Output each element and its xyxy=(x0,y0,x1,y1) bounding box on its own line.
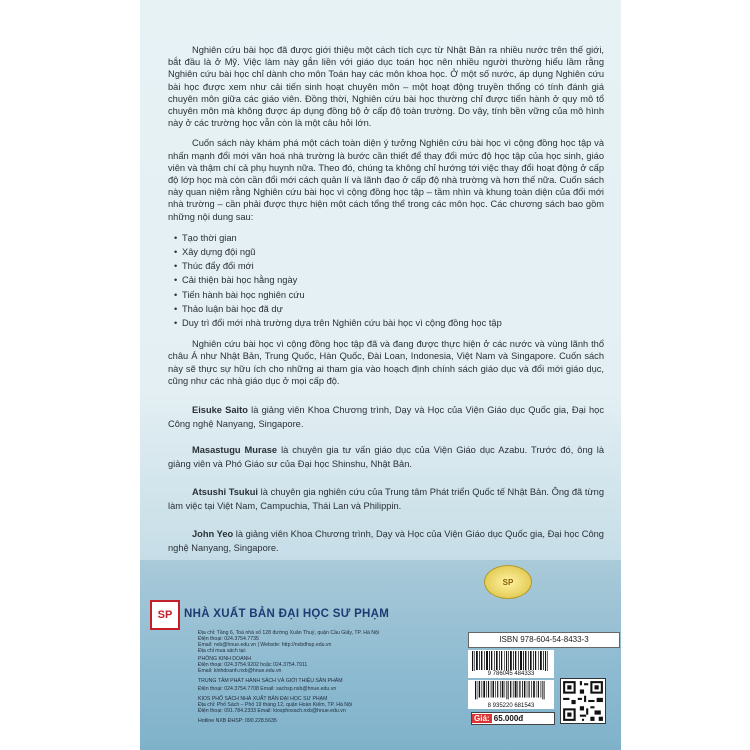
publisher-name: NHÀ XUẤT BẢN ĐẠI HỌC SƯ PHẠM xyxy=(184,608,390,620)
chapter-item: • Xây dựng đội ngũ xyxy=(168,245,604,259)
price-tag xyxy=(471,712,555,725)
sp-seal-icon: SP xyxy=(484,565,532,599)
chapter-item: • Tiến hành bài học nghiên cứu xyxy=(168,288,604,302)
back-cover xyxy=(140,0,621,750)
paragraph-closing: Nghiên cứu bài học vì cộng đồng học tập đã và đang được thực hiện ở các nước và vùng lãnh thổ châu Á như Nhật Bản, Trung Quốc, Hàn Quốc, Đài Loan, Indonesia, Việt Nam và Singapore. Cuốn sách này sẽ thực sự hữu ích cho những ai tham gia vào hoạch định chính sách giáo dục và đổi mới giáo dục, cũng như các nhà giáo dục ở mọi cấp độ. xyxy=(168,339,604,386)
hotline: Hotline NXB ĐHSP: 090.228.5635 xyxy=(198,718,277,724)
kiosk-heading: KIOS PHỐ SÁCH NHÀ XUẤT BẢN ĐẠI HỌC SƯ PHẠM xyxy=(198,696,328,702)
author-bio: là chuyên gia nghiên cứu của Trung tâm Phát triển Quốc tế Nhật Bản. Ông đã từng làm việc tại Việt Nam, Campuchia, Thái Lan và Philippin. xyxy=(168,487,605,511)
kiosk-address: Địa chỉ: Phố Sách – Phố 19 tháng 12, quận Hoàn Kiếm, TP. Hà Nội xyxy=(198,702,353,708)
price-value: 65.000đ xyxy=(493,714,524,723)
chapter-item: • Duy trì đổi mới nhà trường dựa trên Nghiên cứu bài học vì cộng đồng học tập xyxy=(168,316,604,330)
buy-address-title: Địa chỉ mua sách tại: xyxy=(198,648,247,654)
product-barcode-icon xyxy=(468,680,554,704)
qr-code-icon xyxy=(560,678,606,724)
author-bio-saito xyxy=(168,404,604,431)
author-bio: là chuyên gia tư vấn giáo dục của Viện Giáo dục Azabu. Trước đó, ông là giảng viên và Phó Giáo sư của Đại học Shinshu, Nhật Bản. xyxy=(168,445,604,469)
center-heading: TRUNG TÂM PHÁT HÀNH SÁCH VÀ GIỚI THIỆU SẢN PHẨM xyxy=(198,678,343,684)
sales-phone: Điện thoại: 024.3754.9202 hoặc 024.3754.7911 xyxy=(198,662,308,668)
author-name: Atsushi Tsukui xyxy=(192,487,259,497)
author-name: Eisuke Saito xyxy=(192,405,248,415)
sales-heading: PHÒNG KINH DOANH xyxy=(198,656,252,662)
center-contact: Điện thoại: 024.3754.7708 Email: sachsp.nxb@hnue.edu.vn xyxy=(198,686,337,692)
kiosk-contact: Điện thoại: 091.784.2333 Email: kiosphosach.nxb@hnue.edu.vn xyxy=(198,708,346,714)
chapter-item: • Thảo luận bài học đã dự xyxy=(168,302,604,316)
paragraph-intro: Nghiên cứu bài học đã được giới thiệu một cách tích cực từ Nhật Bản ra nhiều nước trên thế giới, bắt đầu là ở Mỹ. Việc làm này gắn liền với giáo dục toán học nên nhiều người thường hiểu lầm rằng Nghiên cứu bài học chỉ dành cho môn Toán hay các môn khoa học. Ở một số nước, áp dụng Nghiên cứu bài học được xem như cải tiến sinh hoạt chuyên môn – một hoạt động truyền thống có tính đánh giá chuyên môn giữa các giáo viên. Đồng thời, Nghiên cứu bài học thường chỉ được tiến hành ở quy mô tổ chuyên môn mà không được áp dụng đồng bộ ở cấp độ toàn trường. Do vậy, tính bền vững của mô hình này ở các trường học vẫn còn là một câu hỏi lớn. xyxy=(168,45,604,129)
chapter-list xyxy=(168,231,604,330)
author-bio-murase xyxy=(168,444,604,471)
author-bio-yeo xyxy=(168,528,604,555)
isbn-label: ISBN 978-604-54-8433-3 xyxy=(468,632,620,648)
sales-email: Email: kinhdoanh.nxb@hnue.edu.vn xyxy=(198,668,282,674)
author-bio-tsukui xyxy=(168,486,604,513)
barcode-number-1: 9 786045 484333 xyxy=(468,671,554,677)
author-name: Masastugu Murase xyxy=(192,445,278,455)
barcode-number-2: 8 935220 681543 xyxy=(468,703,554,709)
chapter-item: • Tạo thời gian xyxy=(168,231,604,245)
price-label: Giá: xyxy=(474,714,490,723)
paragraph-book: Cuốn sách này khám phá một cách toàn diện ý tưởng Nghiên cứu bài học vì cộng đồng học tập và nhấn mạnh đổi mới văn hoá nhà trường là bước cần thiết để thay đổi mức độ học tập của học sinh, giáo viên và thậm chí cả phụ huynh nữa. Theo đó, chúng ta không chỉ hướng tới việc thay đổi hoạt động ở cấp độ lớp học mà còn cần đổi mới cách quản lí và lãnh đạo ở cấp độ nhà trường và hơn thế nữa. Cuốn sách này quan niệm rằng Nghiên cứu bài học vì cộng đồng học tập – tầm nhìn và khung toàn diện của đổi mới nhà trường – cần phải được thực hiện một cách tổng thể trong các môn học. Các chương sách bao gồm những nội dung sau: xyxy=(168,138,604,222)
chapter-item: • Cải thiện bài học hằng ngày xyxy=(168,273,604,287)
publisher-logo-icon: SP xyxy=(150,600,180,630)
author-name: John Yeo xyxy=(192,529,234,539)
chapter-item: • Thúc đẩy đổi mới xyxy=(168,259,604,273)
author-bio: là giảng viên Khoa Chương trình, Dạy và Học của Viện Giáo dục Quốc gia, Đại học Công nghệ Nanyang, Singapore. xyxy=(168,529,604,553)
publisher-email-web: Email: nxb@hnue.edu.vn | Website: http://nxbdhsp.edu.vn xyxy=(198,642,332,648)
author-bio: là giảng viên Khoa Chương trình, Dạy và Học của Viện Giáo dục Quốc gia, Đại học Công nghệ Nanyang, Singapore. xyxy=(168,405,605,429)
publisher-address: Địa chỉ: Tầng 6, Toà nhà số 128 đường Xuân Thuỷ, quận Cầu Giấy, TP. Hà Nội xyxy=(198,630,380,636)
description-text xyxy=(168,44,604,395)
publisher-phone: Điện thoại: 024.3754.7735 xyxy=(198,636,259,642)
